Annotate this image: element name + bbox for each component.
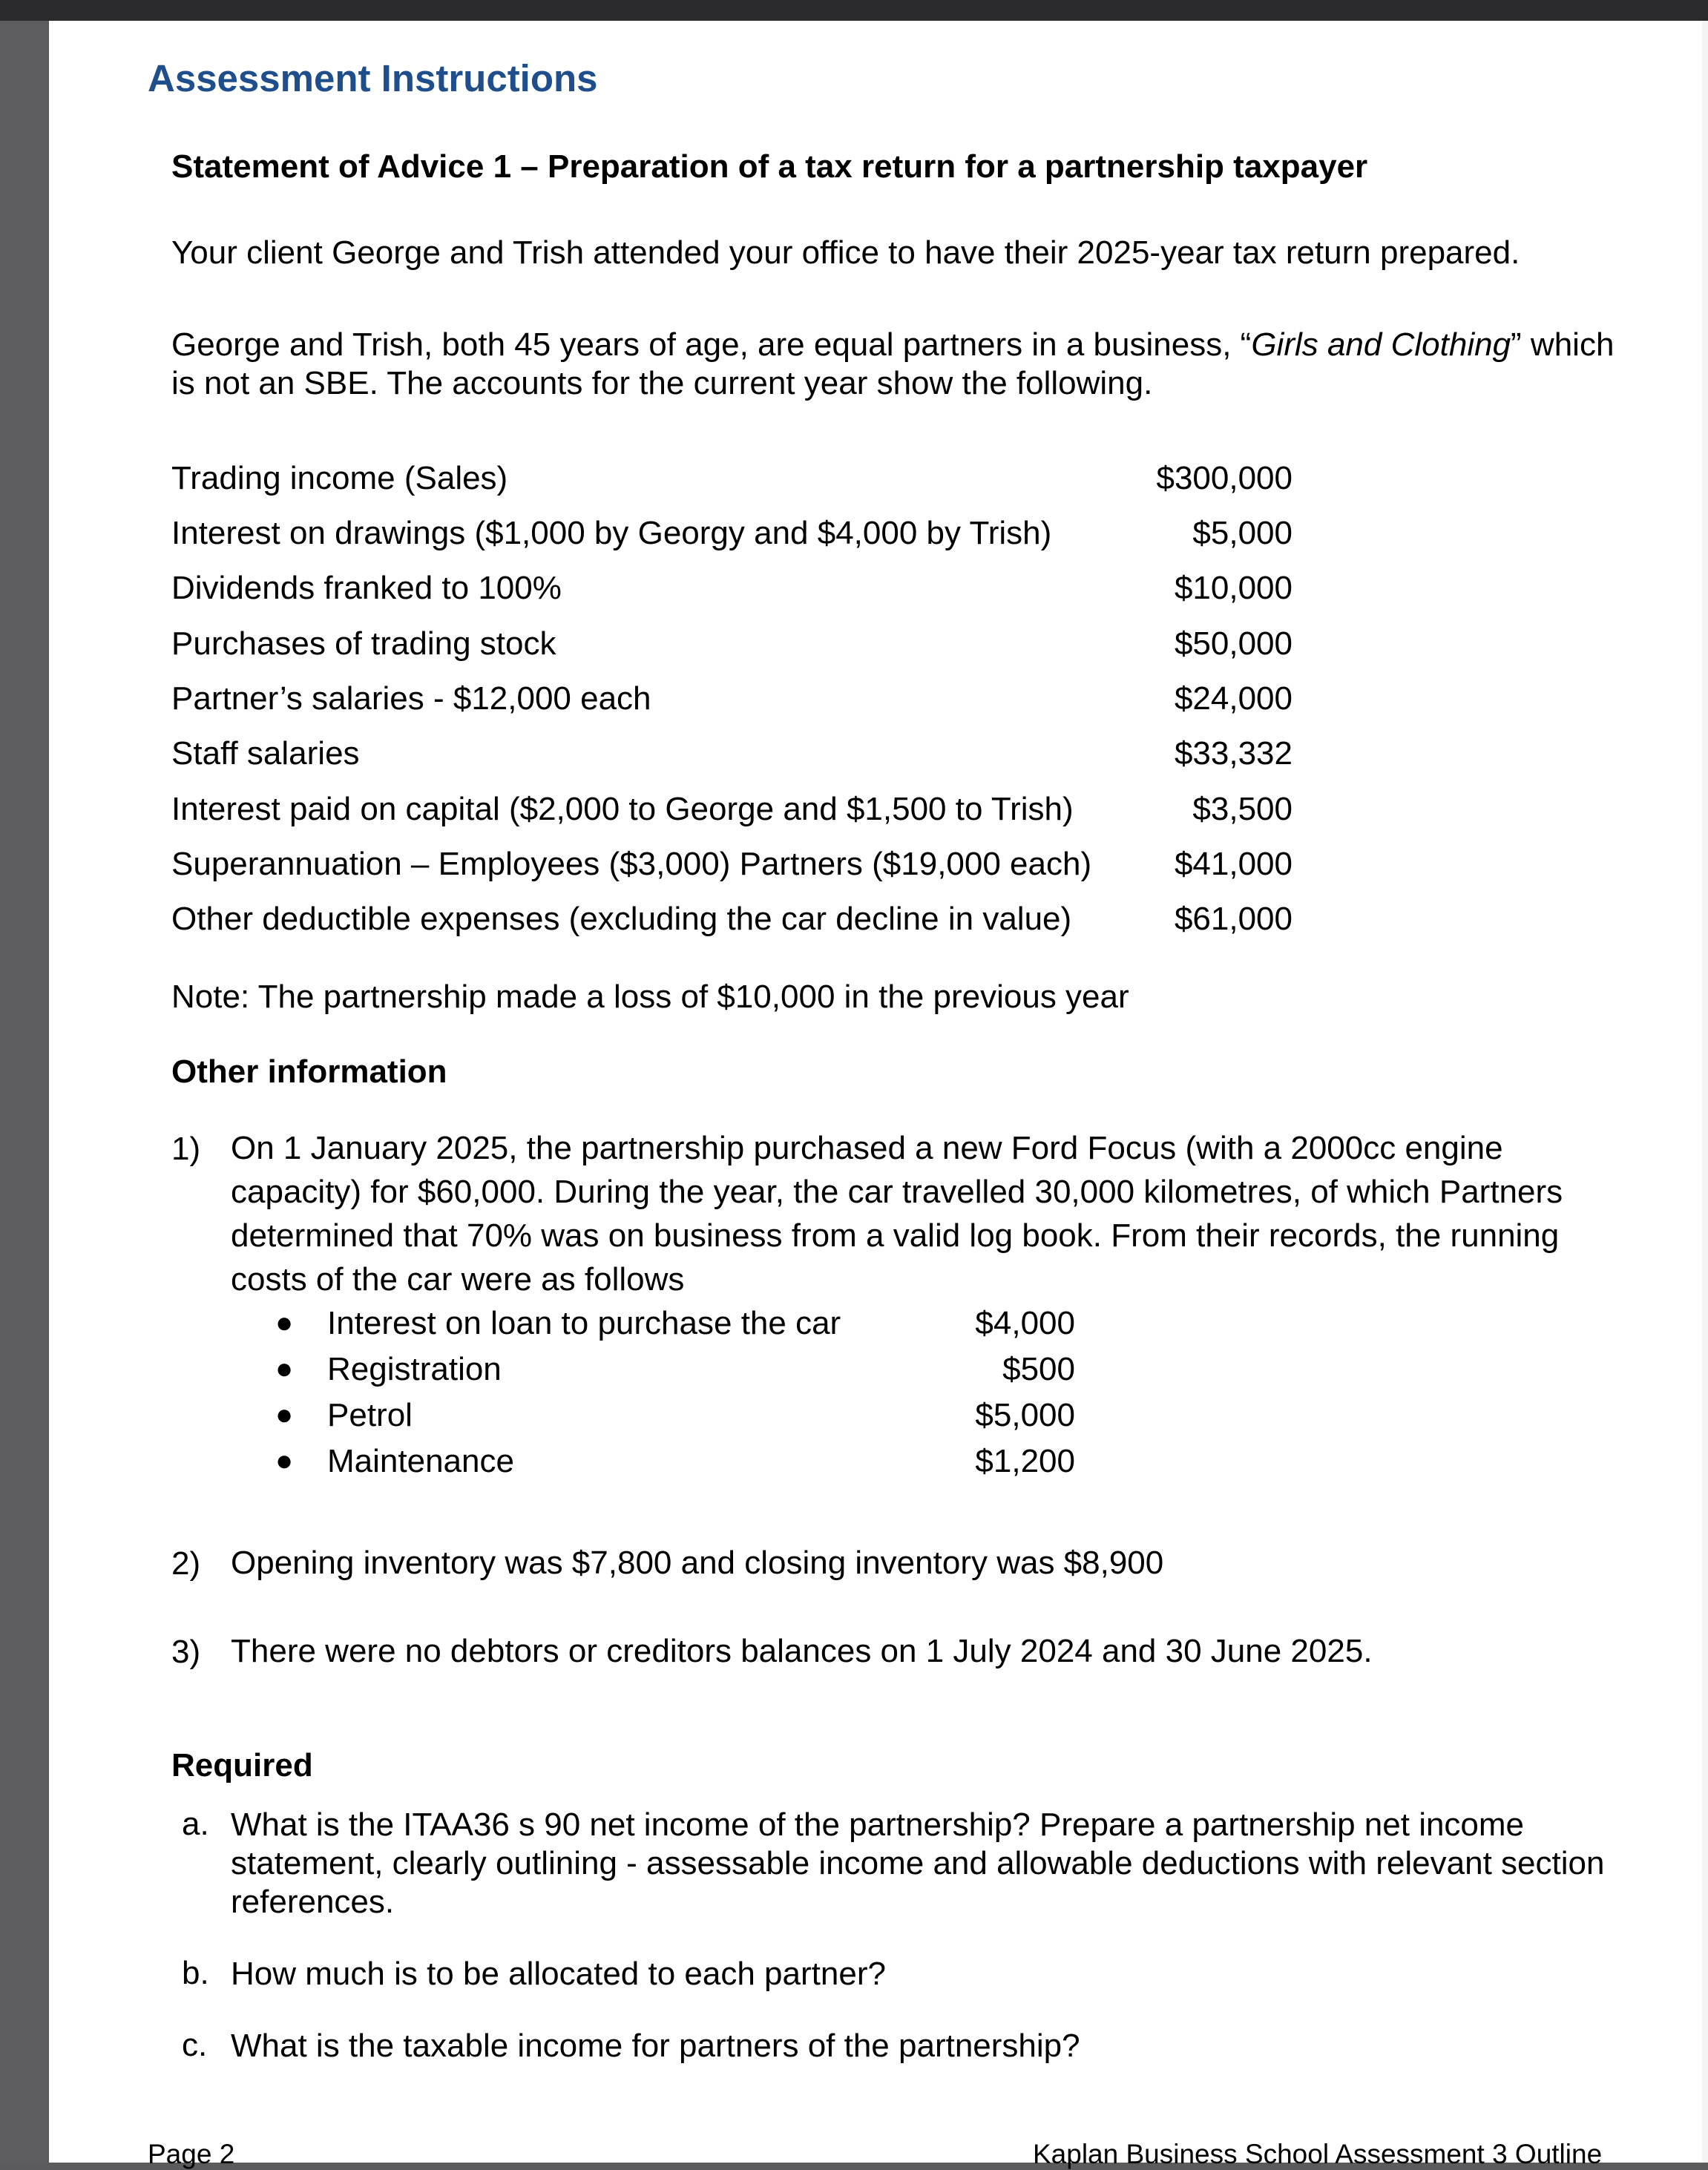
item-number: 1) bbox=[171, 1131, 201, 1167]
item1-line: capacity) for $60,000. During the year, the car travelled 30,000 kilometres, of which Partners bbox=[231, 1174, 1563, 1210]
account-label: Interest paid on capital ($2,000 to George and $1,500 to Trish) bbox=[171, 791, 1074, 827]
account-label: Dividends franked to 100% bbox=[171, 570, 562, 606]
bullet-icon: ● bbox=[275, 1444, 294, 1477]
page-number: Page 2 bbox=[148, 2139, 235, 2169]
bullet-icon: ● bbox=[275, 1306, 294, 1339]
account-value: $24,000 bbox=[1174, 680, 1293, 717]
account-label: Superannuation – Employees ($3,000) Partners ($19,000 each) bbox=[171, 846, 1092, 882]
cost-value: $500 bbox=[1002, 1351, 1075, 1387]
cost-label: Registration bbox=[327, 1351, 502, 1387]
question-c-line: What is the taxable income for partners of the partnership? bbox=[231, 2028, 1080, 2064]
account-value: $10,000 bbox=[1174, 570, 1293, 606]
document-page bbox=[49, 21, 1708, 2169]
section-title: Statement of Advice 1 – Preparation of a tax return for a partnership taxpayer bbox=[171, 148, 1368, 185]
account-label: Staff salaries bbox=[171, 735, 360, 772]
required-title: Required bbox=[171, 1747, 313, 1783]
question-letter: b. bbox=[182, 1955, 209, 1991]
bullet-icon: ● bbox=[275, 1352, 294, 1385]
account-label: Partner’s salaries - $12,000 each bbox=[171, 680, 651, 717]
item-number: 3) bbox=[171, 1634, 201, 1670]
cost-value: $1,200 bbox=[975, 1443, 1075, 1479]
account-label: Other deductible expenses (excluding the car decline in value) bbox=[171, 901, 1072, 937]
viewer-left-margin bbox=[0, 21, 47, 2163]
cost-label: Maintenance bbox=[327, 1443, 514, 1479]
intro-paragraph: Your client George and Trish attended your office to have their 2025-year tax return prepared. bbox=[171, 234, 1520, 271]
account-value: $5,000 bbox=[1192, 515, 1293, 551]
question-letter: c. bbox=[182, 2027, 208, 2063]
page-heading: Assessment Instructions bbox=[148, 57, 598, 99]
item1-line: costs of the car were as follows bbox=[231, 1261, 685, 1298]
account-value: $33,332 bbox=[1174, 735, 1293, 772]
item1-line: determined that 70% was on business from a valid log book. From their records, the running bbox=[231, 1217, 1560, 1254]
cost-value: $5,000 bbox=[975, 1397, 1075, 1433]
cost-value: $4,000 bbox=[975, 1305, 1075, 1341]
balances-text: There were no debtors or creditors balances on 1 July 2024 and 30 June 2025. bbox=[231, 1633, 1373, 1669]
question-letter: a. bbox=[182, 1806, 209, 1842]
cost-label: Interest on loan to purchase the car bbox=[327, 1305, 841, 1341]
account-value: $41,000 bbox=[1174, 846, 1293, 882]
account-value: $50,000 bbox=[1174, 625, 1293, 662]
account-value: $61,000 bbox=[1174, 901, 1293, 937]
account-label: Purchases of trading stock bbox=[171, 625, 556, 662]
account-value: $3,500 bbox=[1192, 791, 1293, 827]
footer-source: Kaplan Business School Assessment 3 Outline bbox=[1033, 2139, 1603, 2169]
cost-label: Petrol bbox=[327, 1397, 413, 1433]
bullet-icon: ● bbox=[275, 1398, 294, 1431]
account-value: $300,000 bbox=[1156, 460, 1293, 496]
account-label: Interest on drawings ($1,000 by Georgy and $4,000 by Trish) bbox=[171, 515, 1052, 551]
question-a-line: references. bbox=[231, 1884, 395, 1920]
item1-line: On 1 January 2025, the partnership purchased a new Ford Focus (with a 2000cc engine bbox=[231, 1130, 1503, 1166]
page-edge-shadow bbox=[1702, 21, 1708, 2163]
question-b-line: How much is to be allocated to each partner? bbox=[231, 1956, 886, 1992]
question-a-line: statement, clearly outlining - assessable income and allowable deductions with relevant section bbox=[231, 1845, 1605, 1881]
business-paragraph-line2: is not an SBE. The accounts for the current year show the following. bbox=[171, 365, 1153, 401]
prior-year-note: Note: The partnership made a loss of $10,000 in the previous year bbox=[171, 979, 1129, 1015]
question-a-line: What is the ITAA36 s 90 net income of the partnership? Prepare a partnership net income bbox=[231, 1806, 1525, 1843]
business-paragraph-line1: George and Trish, both 45 years of age, are equal partners in a business, “Girls and Clothing” which bbox=[171, 326, 1615, 363]
viewer-top-bar bbox=[0, 0, 1708, 21]
other-info-title: Other information bbox=[171, 1053, 447, 1090]
account-label: Trading income (Sales) bbox=[171, 460, 508, 496]
item-number: 2) bbox=[171, 1545, 201, 1582]
inventory-text: Opening inventory was $7,800 and closing inventory was $8,900 bbox=[231, 1545, 1164, 1581]
